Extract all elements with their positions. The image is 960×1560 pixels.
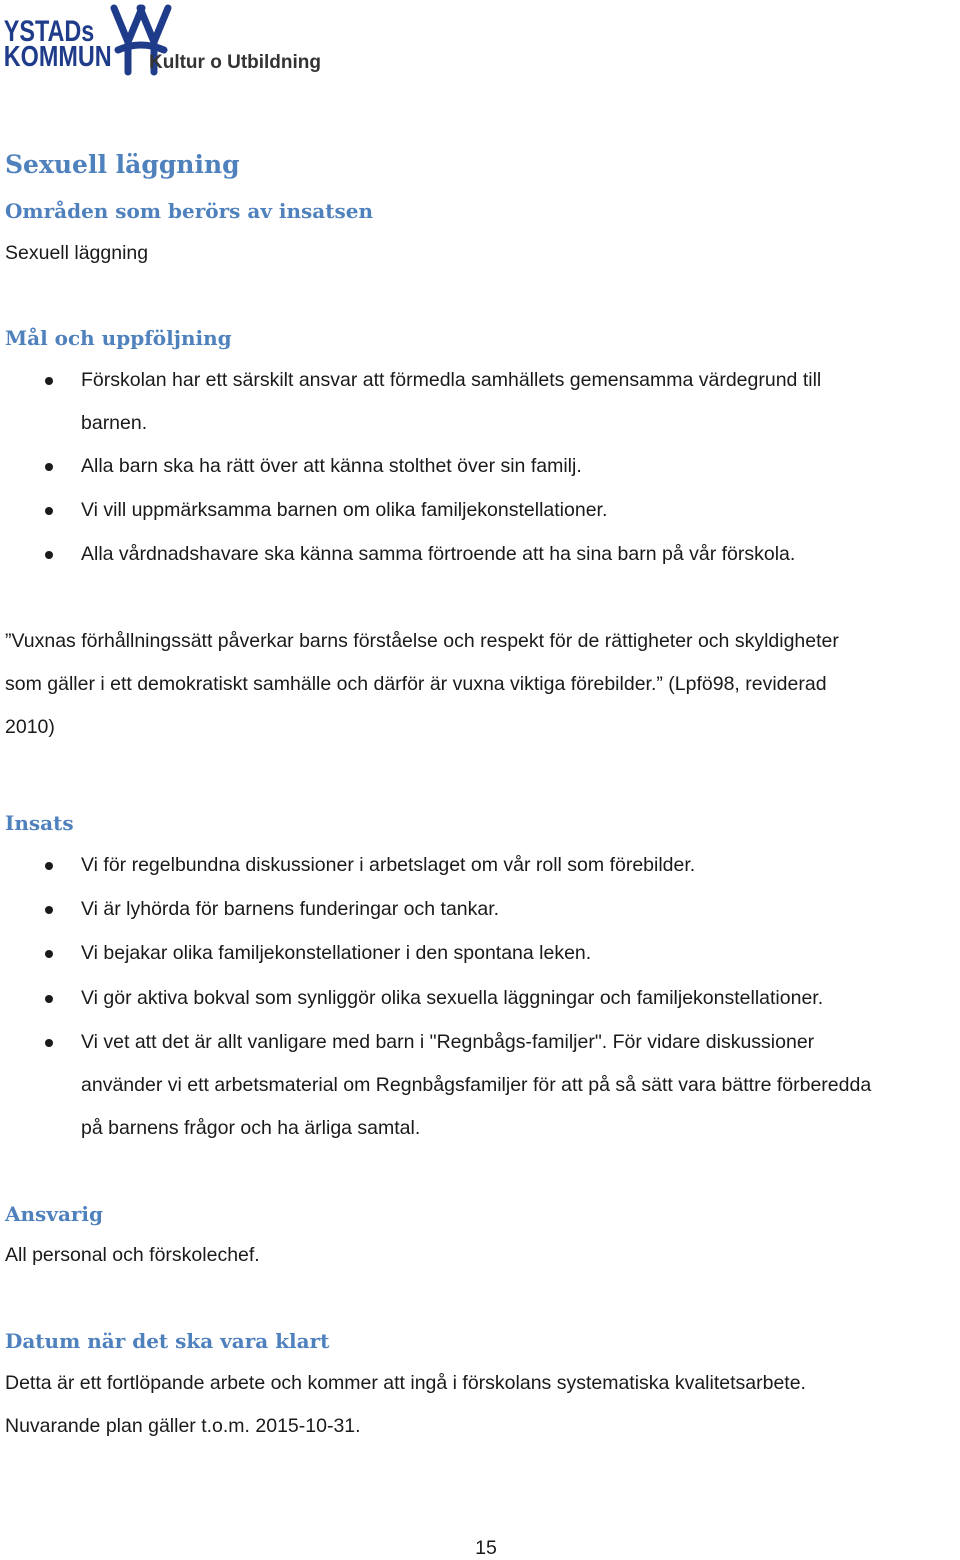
logo-line2: KOMMUN — [3, 39, 112, 73]
goal-text-continued: barnen. — [81, 412, 148, 434]
goal-text: Alla barn ska ha rätt över att känna stolthet över sin familj. — [81, 455, 582, 477]
bullet-dot-icon — [45, 906, 53, 914]
effort-text: Vi vet att det är allt vanligare med barn i "Regnbågs-familjer". För vidare diskussioner — [81, 1031, 815, 1053]
bullet-dot-icon — [45, 463, 53, 471]
deadline-text: Nuvarande plan gäller t.o.m. 2015-10-31. — [5, 1415, 361, 1437]
effort-text: Vi för regelbundna diskussioner i arbetslaget om vår roll som förebilder. — [81, 854, 696, 876]
areas-text: Sexuell läggning — [5, 242, 149, 264]
logo-tagline: Kultur o Utbildning — [149, 52, 322, 73]
quote-line: ”Vuxnas förhållningssätt påverkar barns förståelse och respekt för de rättigheter och skyldigheter — [5, 630, 839, 652]
effort-text: Vi är lyhörda för barnens funderingar och tankar. — [81, 898, 500, 920]
bullet-dot-icon — [45, 507, 53, 515]
page-number: 15 — [475, 1537, 497, 1559]
effort-text: Vi bejakar olika familjekonstellationer i den spontana leken. — [81, 942, 592, 964]
goal-text: Förskolan har ett särskilt ansvar att förmedla samhällets gemensamma värdegrund till — [81, 369, 822, 391]
bullet-dot-icon — [45, 862, 53, 870]
effort-text: Vi gör aktiva bokval som synliggör olika sexuella läggningar och familjekonstellationer. — [81, 987, 824, 1009]
bullet-dot-icon — [45, 377, 53, 385]
responsible-text: All personal och förskolechef. — [5, 1244, 260, 1266]
goal-text: Alla vårdnadshavare ska känna samma förtroende att ha sina barn på vår förskola. — [81, 543, 796, 565]
page-title: Sexuell läggning — [5, 150, 240, 179]
quote-line: som gäller i ett demokratiskt samhälle och därför är vuxna viktiga förebilder.” (Lpfö98, reviderad — [5, 673, 827, 695]
quote-line: 2010) — [5, 716, 55, 738]
effort-text-continued: använder vi ett arbetsmaterial om Regnbågsfamiljer för att på så sätt vara bättre förberedda — [81, 1074, 872, 1096]
efforts-heading: Insats — [5, 811, 74, 835]
goals-heading: Mål och uppföljning — [5, 326, 232, 350]
goal-text: Vi vill uppmärksamma barnen om olika familjekonstellationer. — [81, 499, 608, 521]
bullet-dot-icon — [45, 950, 53, 958]
deadline-text: Detta är ett fortlöpande arbete och kommer att ingå i förskolans systematiska kvalitetsarbete. — [5, 1372, 806, 1394]
effort-text-continued: på barnens frågor och ha ärliga samtal. — [81, 1117, 421, 1139]
ystad-kommun-logo — [2, 2, 332, 76]
logo-line1: YSTADs — [3, 14, 95, 48]
bullet-dot-icon — [45, 995, 53, 1003]
bullet-dot-icon — [45, 551, 53, 559]
bullet-dot-icon — [45, 1039, 53, 1047]
areas-heading: Områden som berörs av insatsen — [5, 199, 374, 223]
responsible-heading: Ansvarig — [5, 1202, 104, 1226]
logo-graphic — [2, 2, 332, 76]
deadline-heading: Datum när det ska vara klart — [5, 1329, 330, 1353]
